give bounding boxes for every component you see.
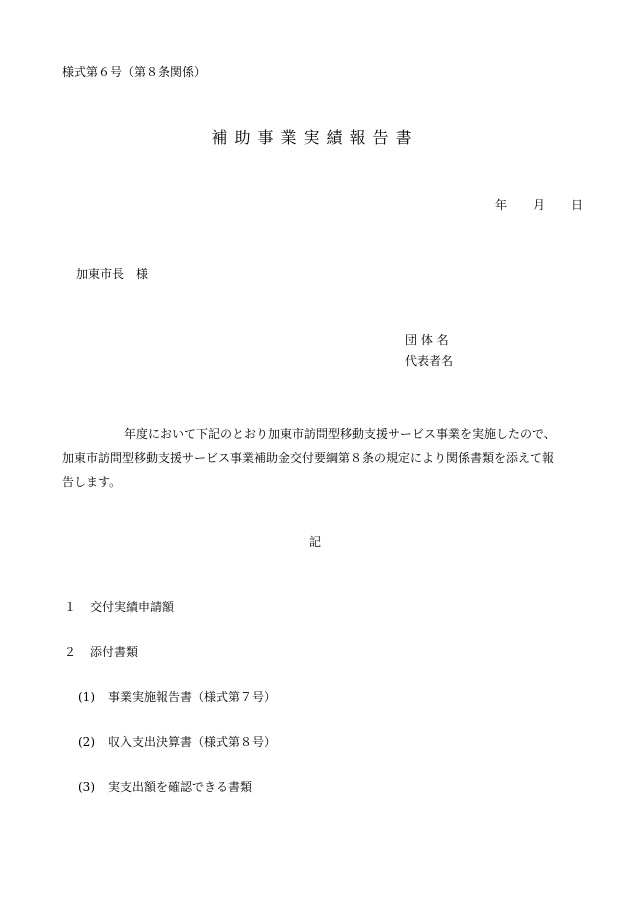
item-number: １ [64,600,77,614]
item-number: ２ [64,645,77,659]
sub-item-label: 収入支出決算書（様式第８号） [108,735,277,749]
sub-list-item [78,691,276,703]
body-line-1: 年度において下記のとおり加東市訪問型移動支援サービス事業を実施したので、 [124,427,556,441]
addressee: 加東市長 様 [76,267,149,281]
item-label: 交付実績申請額 [90,600,175,614]
list-item [64,601,174,613]
sub-item-label: 事業実施報告書（様式第７号） [108,690,277,704]
document-title: 補助事業実績報告書 [211,128,419,147]
sub-list-item [78,781,252,793]
organization-name-label: 団 体 名 [405,333,449,347]
sub-item-number: (1) [78,690,95,704]
date-day-label: 日 [571,198,584,212]
sub-item-number: (3) [78,780,95,794]
representative-name-label: 代表者名 [405,354,454,368]
date-month-label: 月 [533,198,546,212]
date-year-label: 年 [495,198,508,212]
form-number: 様式第６号（第８条関係） [62,65,207,79]
sub-item-label: 実支出額を確認できる書類 [108,780,253,794]
item-label: 添付書類 [90,645,139,659]
list-item [64,646,138,658]
sub-item-number: (2) [78,735,95,749]
sub-list-item [78,736,276,748]
body-line-3: 告します。 [62,475,122,489]
report-body [62,422,587,494]
ki-heading: 記 [308,535,321,549]
body-line-2: 加東市訪問型移動支援サービス事業補助金交付要綱第８条の規定により関係書類を添えて報 [62,451,555,465]
